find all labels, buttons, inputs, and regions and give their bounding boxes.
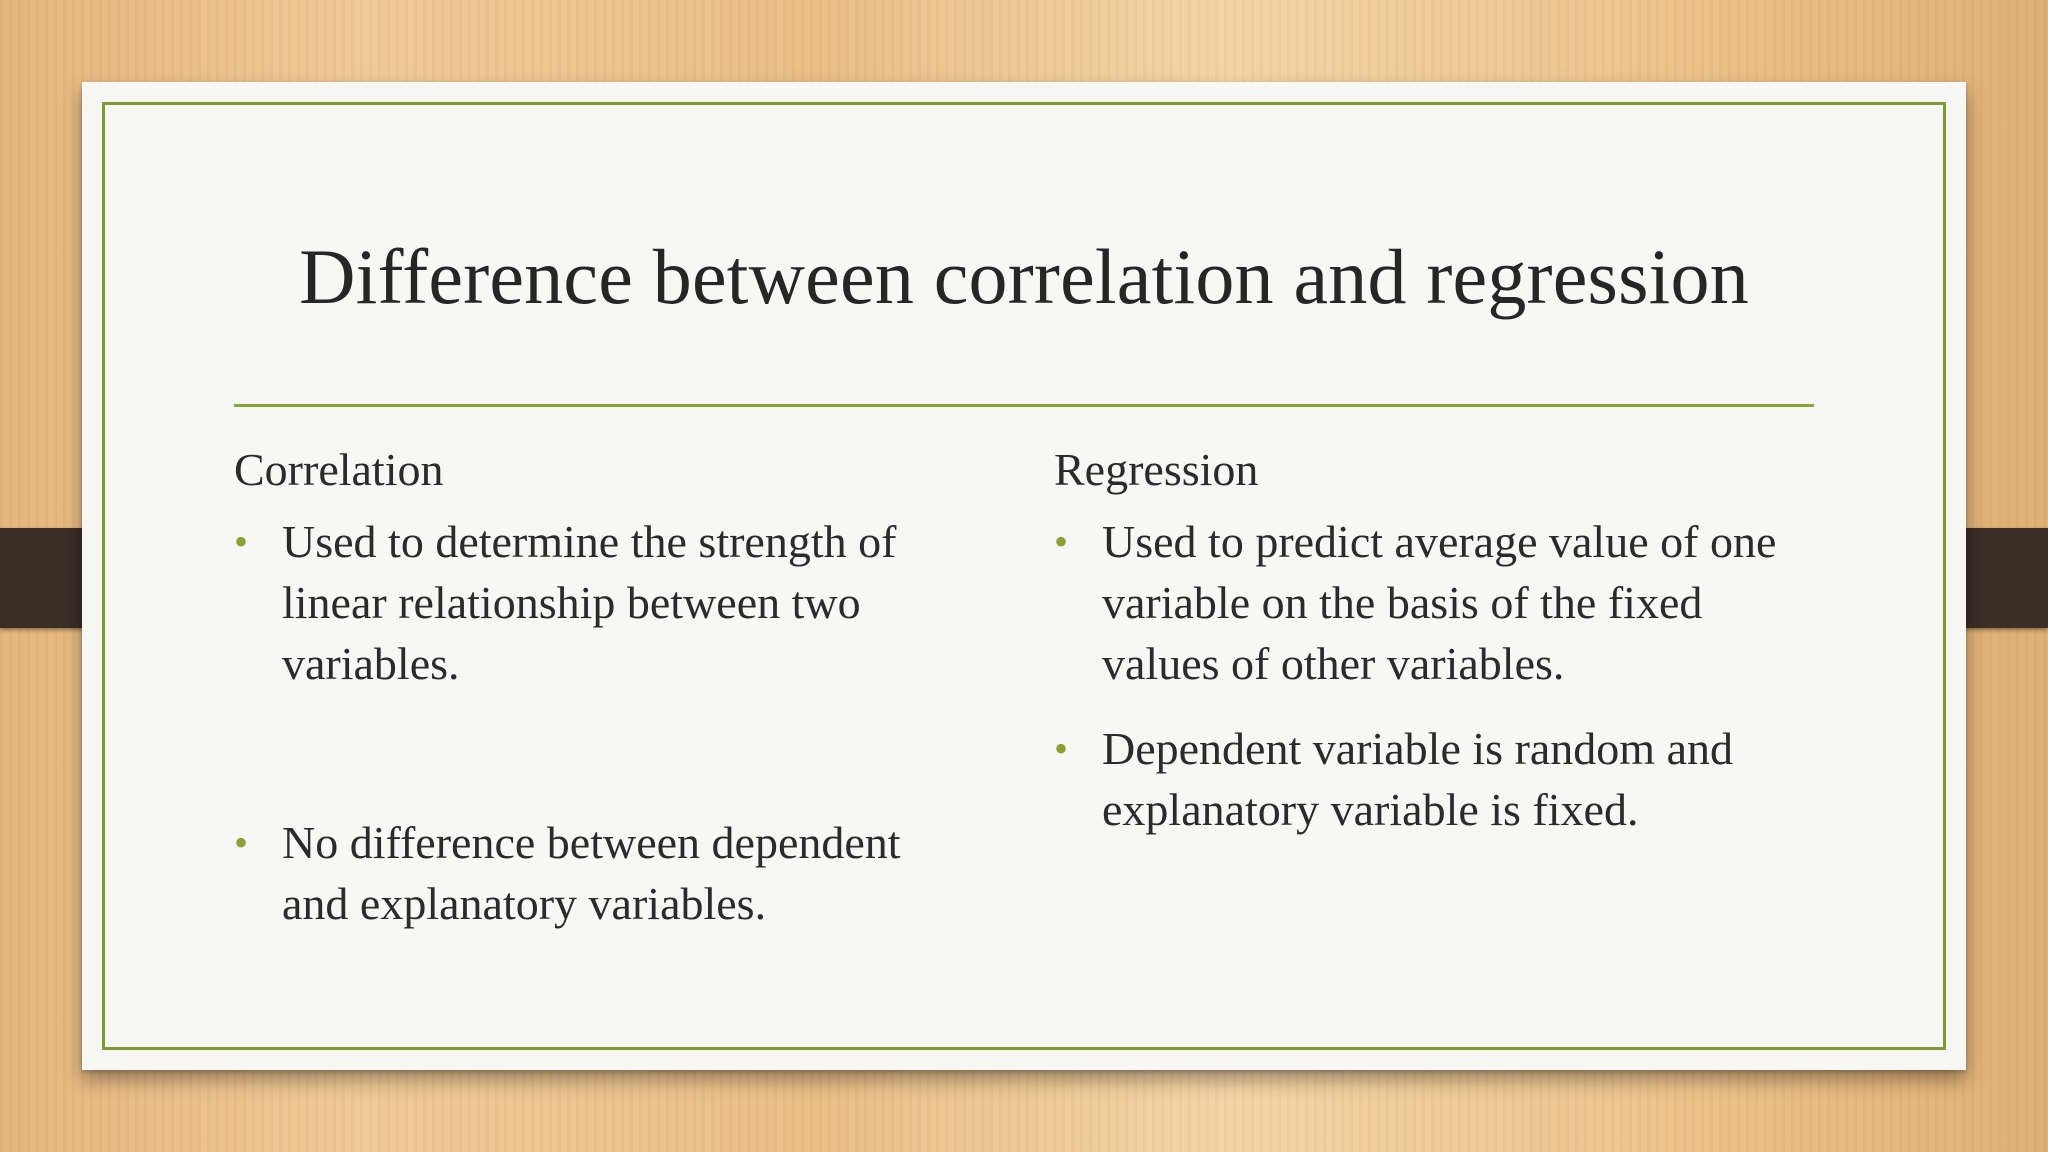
bullet-icon: • bbox=[1054, 726, 1069, 772]
slide-title: Difference between correlation and regression bbox=[299, 233, 1749, 320]
regression-heading: Regression bbox=[1054, 444, 1259, 495]
title-divider bbox=[234, 404, 1814, 407]
correlation-column bbox=[234, 442, 964, 934]
regression-bullet bbox=[1054, 718, 1784, 840]
bullet-icon: • bbox=[234, 519, 249, 565]
regression-bullet-text: Used to predict average value of one variable on the basis of the fixed values of other variables. bbox=[1102, 516, 1777, 690]
correlation-bullet bbox=[234, 511, 964, 694]
correlation-bullet-text: No difference between dependent and explanatory variables. bbox=[282, 817, 901, 930]
correlation-bullet bbox=[234, 812, 964, 934]
regression-bullet bbox=[1054, 511, 1784, 694]
bullet-icon: • bbox=[234, 820, 249, 866]
bullet-icon: • bbox=[1054, 519, 1069, 565]
slide-paper bbox=[82, 82, 1966, 1070]
correlation-heading: Correlation bbox=[234, 444, 444, 495]
correlation-bullet-text: Used to determine the strength of linear relationship between two variables. bbox=[282, 516, 897, 690]
regression-bullet-text: Dependent variable is random and explanatory variable is fixed. bbox=[1102, 723, 1733, 836]
regression-column bbox=[1054, 442, 1784, 840]
